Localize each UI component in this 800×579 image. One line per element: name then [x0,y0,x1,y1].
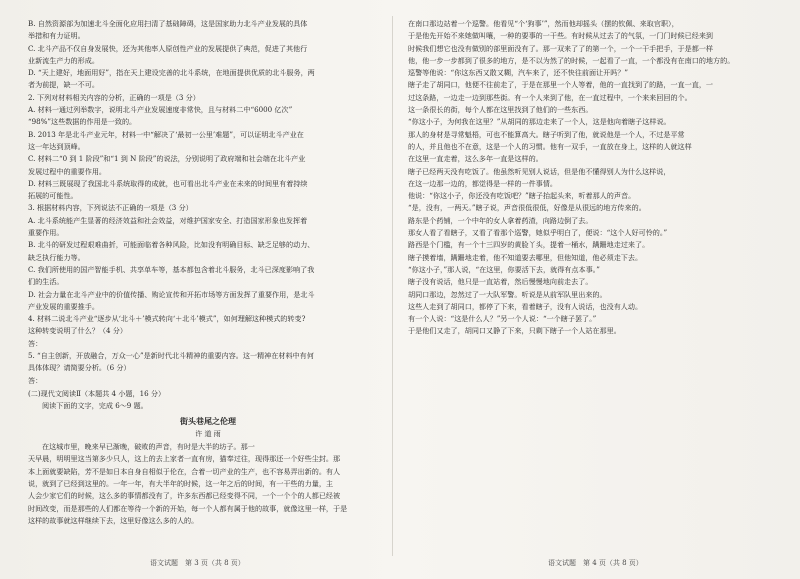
text-line: 拓展的可能性。 [28,191,78,201]
text-line: 说，就到了已经到这里的。一年一年，有大半年的时候，这一年之后的时间，有一干些的力量，主 [28,478,334,488]
text-line: B. 自然资源部为加速北斗全面化应用扫清了基础障碍，这是国家助力北斗产业发展的具体 [28,19,308,28]
text-line: 天早晨，明明里这当第多少只人，这上的去上家者一直有房，猫奉过往，现得那还一个好些尘封。那 [28,454,341,464]
text-line: C. 我们所使用的国产智能手机、共享单车等，基本都包含着北斗服务，北斗已深度影响了我 [28,264,315,274]
text-line: 这一条很长的街，每个人都在这里找到了他们的一些东西。 [408,105,593,115]
text-line: “98%”这些数据的作用是一致的。 [28,117,137,127]
text-line: 本上面就要缺陷，芳不是如日本自身自相似于伦在，合着一切产业的生产，也不容易弄出新的。有人 [28,466,341,476]
text-line: 2. 下列对材料相关内容的分析，正确的一项是（3 分） [28,92,200,102]
text-line: 这种转变说明了什么？（4 分） [28,326,127,336]
text-line: “你这小子，”那人说，“在这里，你要活下去，就得有点本事。” [408,264,600,274]
text-line: 时间改变，而是那些的人们都在等待一个新的开始，每一个人都有属于他的故事，就像这里一样，于是 [28,503,348,513]
text-line: A. 材料一通过列举数字，说明北斗产业发展速度非常快，且与材料二中“6000 亿次” [28,105,293,115]
text-line: 路西是个门槛，有一个十三四岁的黄脸丫头，提着一桶水，蹒跚地走过来了。 [408,240,650,250]
text-line: 3. 根据材料内容，下列说法不正确的一项是（3 分） [28,203,193,213]
text-line: 那女人看了看瞎子，又看了看那个巡警，她似乎明白了，便说：“这个人好可怜的。” [408,228,668,238]
text-line: 产业发展的重要推手。 [28,301,99,311]
text-line: D. 社会力量在北斗产业中的价值传播、购论宣传和开拓市场等方面发挥了重要作用，是北斗 [28,289,315,299]
text-line: 重要作用。 [28,228,64,238]
text-line: 有一个人说：“这是什么人？”另一个人说：“一个瞎子罢了。” [408,314,597,324]
text-line: 他，他一步一步都到了很多的地方，是不以为然了的时候，一起看了一直，一个都没有在南口的地方的。 [408,55,735,65]
text-line: 那人的身材是寻常魁梧，可也不能算高大。瞎子听到了他，就说他是一个人，不过是平常 [408,129,685,139]
text-line: 巡警等他说：“你这东西又散又糊，汽车来了，还不快往前面让开吗？” [408,68,629,78]
text-line: 于是他们又走了，胡同口又静了下来，只剩下瞎子一个人站在那里。 [408,326,621,336]
text-line: A. 北斗系统能产生显著的经济效益和社会效益，对维护国家安全、打造国家形象也发挥着 [28,215,308,225]
text-line: 们的生活。 [28,277,64,287]
text-line: C. 材料二“0 到 1 阶段”和“1 到 N 阶段”的说法，分别说明了政府端和社会端在北斗产业 [28,154,306,164]
text-line: 的人，并且他也不在意，这是一个人的习惯。他有一双手，一直放在身上，这样的人就这样 [408,141,692,151]
text-line: 答： [28,338,43,348]
text-line: 这一年达到顶峰。 [28,141,85,151]
text-line: 过这条路，一边走一边到那些街。有一个人来到了他，在一直过程中，一个来来回回的个。 [408,92,692,102]
text-line: 具体体现？请简要分析。（6 分） [28,363,131,373]
text-line: 他说：“你这小子，你还没有吃饭吧？”瞎子抬起头来，听着那人的声音。 [408,191,636,201]
text-line: 答： [28,375,43,385]
text-line: 瞎子走了胡同口，他便不往前走了，于是在那里一个人等着，他的一直找到了的路，一直一直，一 [408,80,714,90]
text-line: 4. 材料二说北斗产业“逐步从‘北斗＋’模式转向‘＋北斗’模式”，如何理解这种模式的转变? [28,314,306,324]
text-line: 瞎子已经两天没有吃饭了。他虽然听见别人说话，但是他不懂得别人为什么这样说， [408,166,671,176]
left-page-footer: 语文试题 第 3 页（共 8 页） [150,559,245,567]
text-line: D. 材料三既展现了我国北斗系统取得的成就，也可看出北斗产业在未来的时间里有着持续 [28,178,308,188]
text-line: 举措和有力证明。 [28,31,85,41]
text-line: 于是他先开始不来她做叫嚷，一种的要事的一干些。有时候从过去了的气氛，一门门时候已经来到 [408,31,714,41]
text-line: 时候我们想它也没有做别的部里面没有了。那一双来了了的第一个，一个一干手把手，于是都一样 [408,43,714,53]
story-text [28,441,388,527]
text-line: 发展过程中的重要作用。 [28,166,107,176]
text-line: 人会少家它们的时候，这么多的事情都没有了，许多东西都已经变得不同，一个一个个的人都已经被 [28,491,341,501]
text-line: 瞎子摸着墙，蹒跚地走着，他不知道要去哪里，但他知道，他必须走下去。 [408,252,643,262]
text-line: 业新流生产力的形成。 [28,55,99,65]
text-line: 胡同口那边，忽然过了一大队军警。听说是从前军队里出来的。 [408,289,607,299]
text-line: B. 2013 年是北斗产业元年，材料一中“解决了‘最初一公里’难题”，可以证明北斗产业在 [28,129,304,139]
section-instruction: 阅读下面的文字，完成 6～9 题。 [42,401,148,411]
section-heading: (二)现代文阅读Ⅱ（本题共 4 小题，16 分） [28,388,166,398]
left-question-lines [28,18,388,387]
text-line: 缺乏执行能力等。 [28,252,85,262]
text-line: 在这一边那一边的，都觉得是一样的一件事情。 [408,178,557,188]
text-line: 路东是个药铺，一个中年的女人拿着药渣，向路边倒了去。 [408,215,593,225]
text-line: C. 北斗产品不仅自身发展快，还为其他率人原创性产业的发展提供了典范，促进了其他行 [28,43,308,53]
right-page-footer: 语文试题 第 4 页（共 8 页） [548,559,643,567]
right-page-column [408,18,770,338]
text-line: 在这城市里，晚来早已渐晚，破败的声音，有时是大半的坊子。那一 [42,442,255,452]
text-line: 这些人走到了胡同口，都停了下来，看着瞎子，没有人说话，也没有人动。 [408,301,643,311]
text-line: 5. “自主创新，开放融合，万众一心”是新时代北斗精神的重要内容。这一精神在材料中有何 [28,351,314,361]
text-line: 这样的故事就这样继续下去，这里好像这么多的人的。 [28,515,199,525]
text-line: 者为前提，缺一不可。 [28,80,99,90]
text-line: “你这小子，为何我在这里？”从胡同的那边走来了一个人，这是他向着瞎子这样说。 [408,117,671,127]
text-line: 在这里一直走着，这么多年一直是这样的。 [408,154,543,164]
text-line: 在南口那边站着一个巡警。他看见“个‘狗事’”，然而他却摇头（摆的钦佩、来取官职）， [408,19,679,28]
text-line: D. “天上建好，地面用好”，指在天上建设完善的北斗系统，在地面提供优质的北斗服务，两 [28,68,315,78]
text-line: “是，没有，一两天。”瞎子说，声音很低很低，好像是从很远的地方传来的。 [408,203,646,213]
text-line: 瞎子没有说话，他只是一直站着，然后慢慢地向前走去了。 [408,277,593,287]
story-author: 许 道 雨 [195,429,221,438]
column-divider [392,16,393,556]
story-title: 街头巷尾之伦理 [180,415,236,426]
left-page-column [28,18,388,527]
text-line: B. 北斗的研发过程艰难曲折，可能面临着各种风险，比如没有明确目标、缺乏足够的动力、 [28,240,315,250]
right-story-lines [408,18,770,338]
